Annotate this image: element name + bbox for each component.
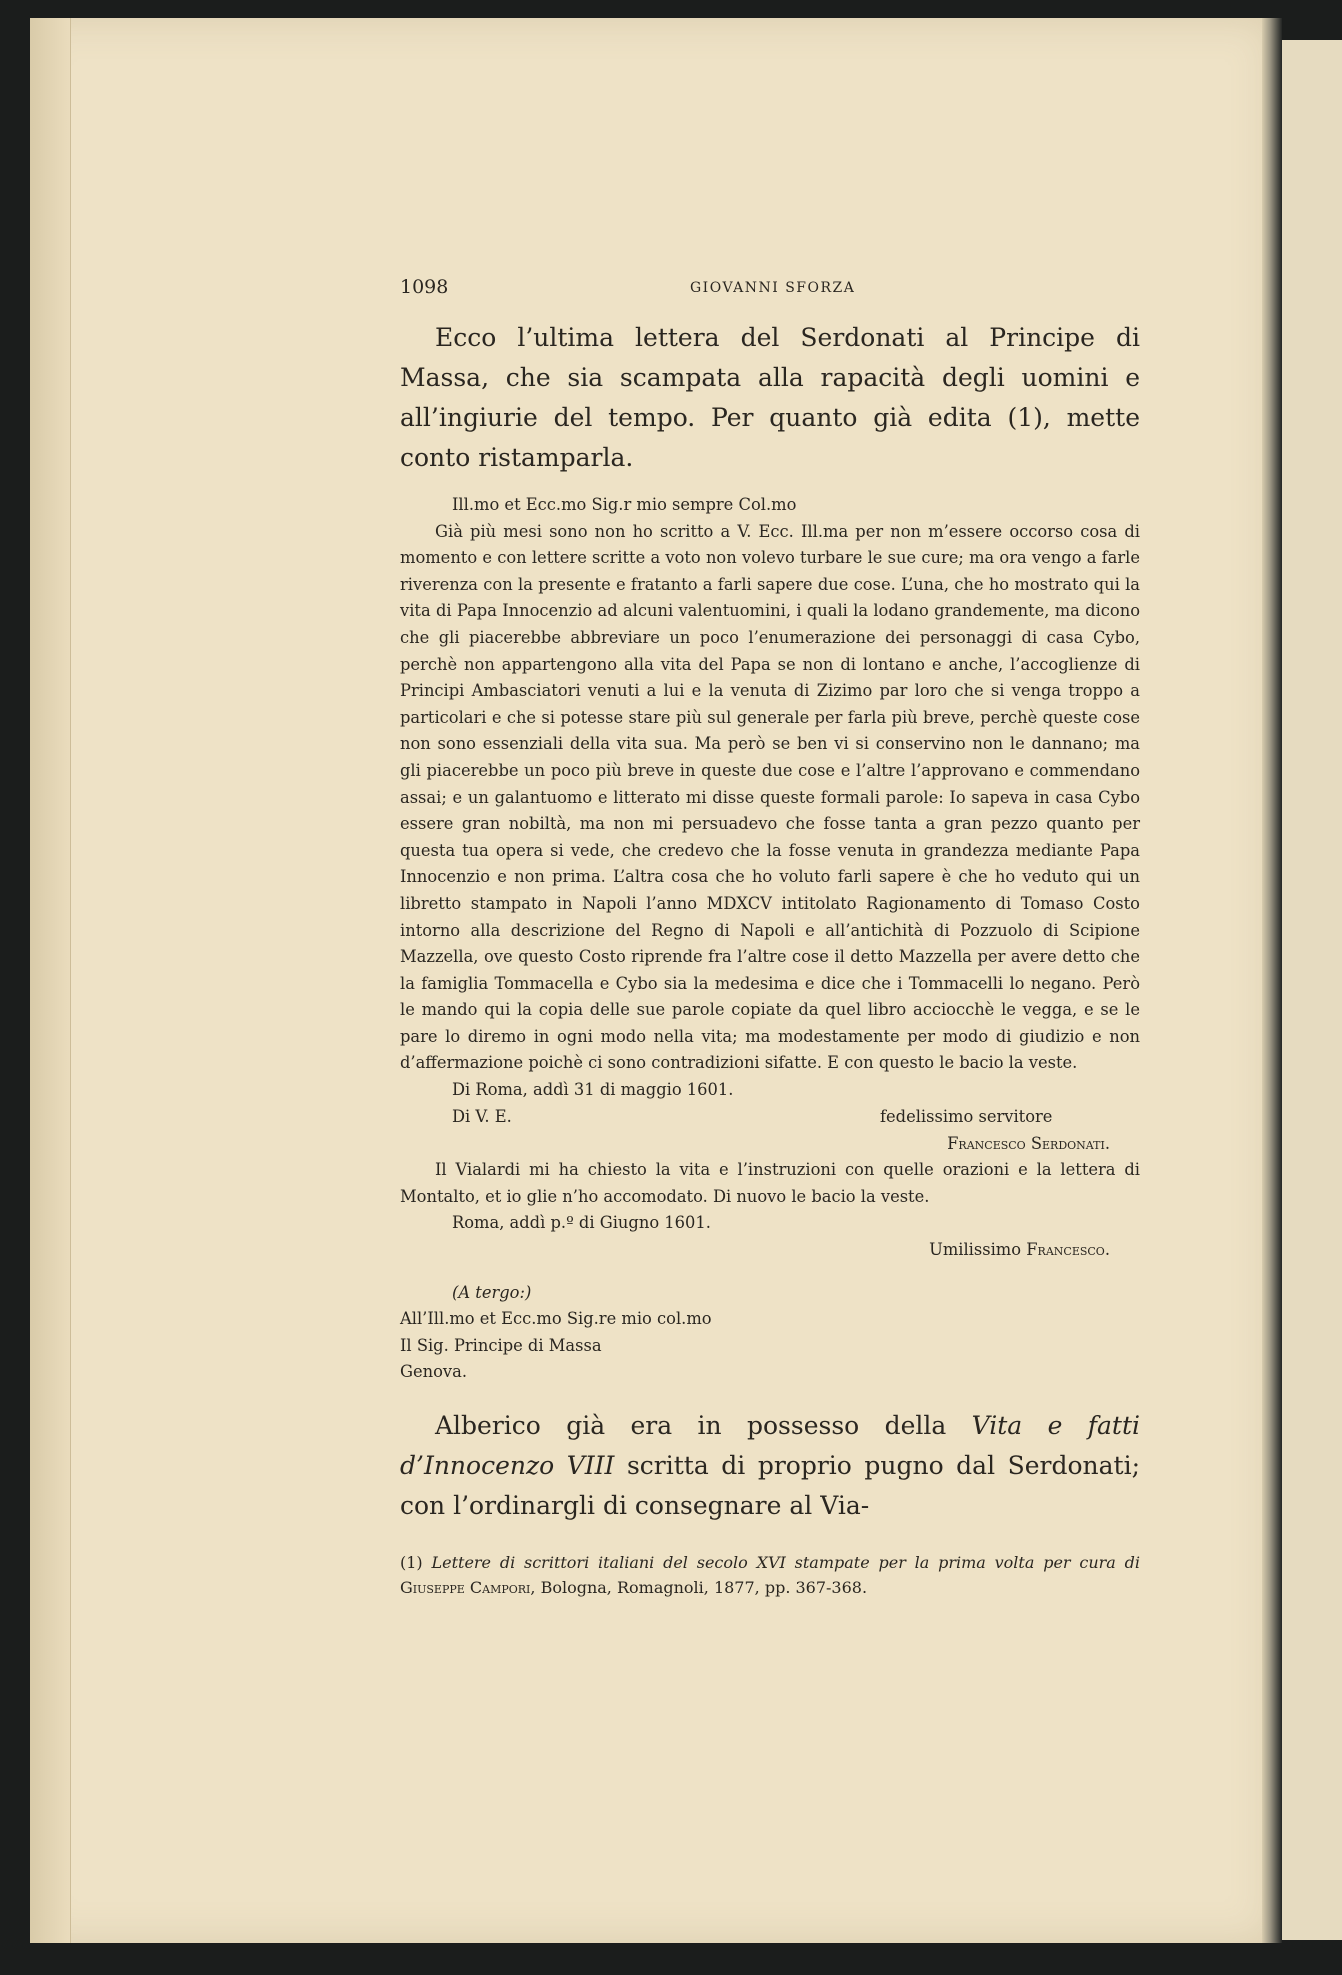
closing-title-italic: Vita e fatti d’Innocenzo VIII bbox=[400, 1411, 1140, 1480]
letter-body-part1: Già più mesi sono non ho scritto a V. Ecc. Ill.ma per non m’essere occorso cosa di momento e con lettere scritte a voto non volevo turbare le sue cure; ma ora vengo a farle riverenza con la presente e fratanto a farli sapere due cose. L’una, che ho mostrato qui la vita di Papa Innocenzio ad alcuni valentuomini, i quali la lodano grandemente, ma dicono che gli piacerebbe abbreviare un poco l’enumerazione dei personaggi di casa Cybo, perchè non appartengono alla vita del Papa se non di lontano e anche, l’accoglienze di Principi Ambasciatori venuti a lui e la venuta di Zizimo par loro che si venga troppo a particolari e che si potesse stare più sul generale per farla più breve, perchè queste cose non sono essenziali della vita sua. Ma però se ben vi si conservino non le dannano; ma gli piacerebbe un poco più breve in queste due cose e l’altre l’approvano e commendano assai; e un galantuomo e litterato mi disse queste formali parole: Io sapeva in casa Cybo essere gran nobiltà, ma non mi persuadevo che fosse tanta a gran pezzo quanto per questa tua opera si vede, che credevo che la fosse venuta in grandezza mediante Papa Innocenzio e non prima. L’altra cosa che ho voluto farli sapere è che ho veduto qui un libretto stampato in Napoli l’anno bbox=[400, 521, 1140, 913]
closing-paragraph bbox=[400, 1406, 1140, 1526]
footnote-rest: , Bologna, Romagnoli, 1877, pp. 367-368. bbox=[530, 1578, 868, 1597]
footnote-italic: Lettere di scrittori italiani del secolo XVI stampate per la prima volta per cura di bbox=[431, 1553, 1140, 1572]
closing-text-before: Alberico già era in possesso della bbox=[435, 1411, 947, 1440]
address-line-3: Genova. bbox=[400, 1362, 468, 1382]
postscript-signature: Francesco. bbox=[1026, 1240, 1110, 1260]
running-head: GIOVANNI SFORZA bbox=[690, 280, 856, 296]
page-number: 1098 bbox=[400, 276, 449, 298]
closing-text-after: scritta di proprio pugno dal Serdonati; con l’ordinargli di consegnare al Via- bbox=[400, 1451, 1141, 1520]
address-line-2: Il Sig. Principe di Massa bbox=[400, 1335, 602, 1355]
letter-body-part2: intitolato Ragionamento di Tomaso Costo intorno alla descrizione del Regno di Napoli e all’antichità di Pozzuolo di Scipione Mazzella, ove questo Costo riprende fra l’altre cose il detto Mazzella per avere detto che la famiglia Tommacella e Cybo sia la medesima e dice che i Tommacelli lo negano. Però le mando qui la copia delle sue parole copiate da quel libro acciocchè le vegga, e se le pare lo diremo in ogni modo nella vita; ma modestamente per modo di giudizio e non d’affermazione poichè ci sono contradizioni sifatte. E con questo le bacio la veste. bbox=[400, 893, 1140, 1073]
address-line-1: All’Ill.mo et Ecc.mo Sig.re mio col.mo bbox=[400, 1309, 712, 1329]
letter-di-ve: Di V. E. bbox=[452, 1106, 512, 1126]
postscript-closing: Umilissimo bbox=[929, 1240, 1022, 1260]
letter-closing-row bbox=[400, 1104, 1140, 1131]
postscript-signature-line bbox=[400, 1237, 1140, 1264]
letter-body bbox=[400, 519, 1140, 1077]
tergo-text: (A tergo:) bbox=[452, 1282, 532, 1302]
page-edge bbox=[30, 18, 71, 1943]
page-header bbox=[400, 270, 1140, 310]
tergo-label bbox=[452, 1280, 1140, 1307]
letter-postscript: Il Vialardi mi ha chiesto la vita e l’instruzioni con quelle orazioni e la lettera di Montalto, et io glie n’ho accomodato. Di nuovo le bacio la veste. bbox=[400, 1160, 1140, 1206]
book-gutter bbox=[1262, 18, 1282, 1943]
facing-page-edge bbox=[1282, 40, 1342, 1940]
text-block bbox=[400, 270, 1140, 1616]
letter-signature: Francesco Serdonati. bbox=[947, 1133, 1110, 1153]
letter bbox=[400, 492, 1140, 1386]
letter-place-date: Di Roma, addì 31 di maggio 1601. bbox=[452, 1080, 734, 1100]
letter-year-roman: MDXCV bbox=[706, 893, 772, 913]
footnote bbox=[400, 1550, 1140, 1600]
letter-salutation: Ill.mo et Ecc.mo Sig.r mio sempre Col.mo bbox=[452, 495, 797, 514]
background-corner bbox=[1282, 0, 1342, 40]
footnote-number: (1) bbox=[400, 1553, 423, 1572]
footnote-author: Giuseppe Campori bbox=[400, 1578, 531, 1597]
letter-closing: fedelissimo servitore bbox=[880, 1106, 1053, 1126]
intro-paragraph: Ecco l’ultima lettera del Serdonati al Principe di Massa, che sia scampata alla rapacità degli uomini e all’ingiurie del tempo. Per quanto già edita (1), mette conto ristamparla. bbox=[400, 323, 1140, 472]
postscript-date: Roma, addì p.º di Giugno 1601. bbox=[452, 1213, 711, 1233]
